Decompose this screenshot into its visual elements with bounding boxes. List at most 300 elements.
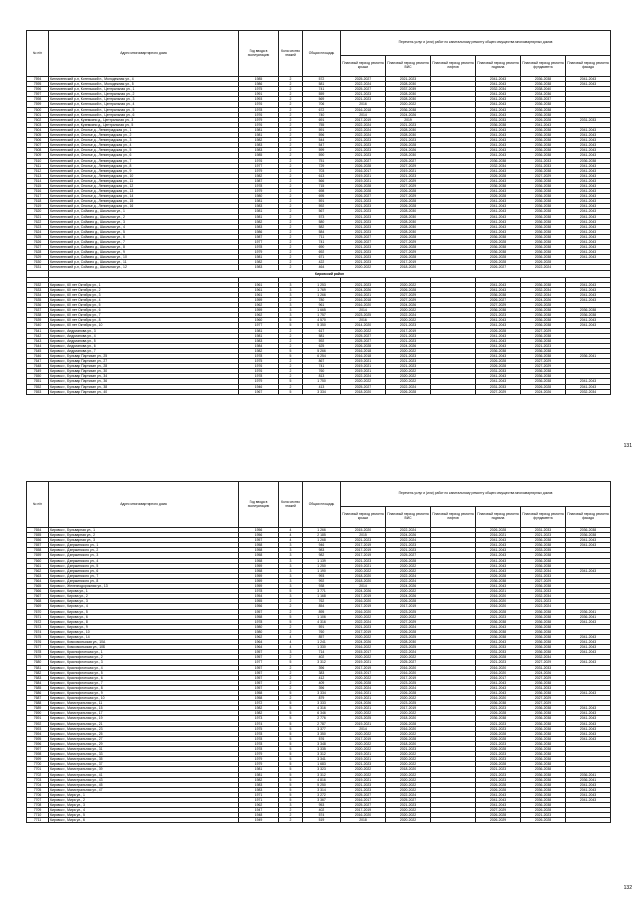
cell-b: 2036-2038: [476, 250, 521, 255]
cell-b: 2041-2043: [476, 178, 521, 183]
cell-y: 1973: [239, 716, 279, 721]
cell-u: 2020-2022: [386, 589, 431, 594]
cell-u: 2036-2038: [386, 107, 431, 112]
cell-y: 1964: [239, 640, 279, 645]
cell-n: 7697: [27, 747, 49, 752]
cell-fc: 2041-2043: [566, 660, 611, 665]
cell-addr: Кировск г., Мира ул., 4: [49, 808, 239, 813]
cell-u: 2027-2029: [386, 250, 431, 255]
cell-u: 2022-2024: [386, 528, 431, 533]
cell-u: 2021-2023: [386, 364, 431, 369]
cell-y: 1976: [239, 364, 279, 369]
cell-r: 2017-2019: [341, 808, 386, 813]
cell-a: 1 757: [303, 313, 341, 318]
cell-r: 2020-2022: [341, 634, 386, 639]
cell-u: 2028-2030: [386, 209, 431, 214]
cell-b: 2041-2043: [476, 374, 521, 379]
cell-fc: 2041-2043: [566, 538, 611, 543]
cell-y: 1957: [239, 538, 279, 543]
cell-y: 1979: [239, 168, 279, 173]
cell-addr: Кировск г., Железнодорожная ул., 13: [49, 584, 239, 589]
cell-y: 1978: [239, 747, 279, 752]
cell-fc: [566, 818, 611, 823]
cell-r: 2022-2024: [341, 122, 386, 127]
cell-n: 7599: [27, 102, 49, 107]
cell-a: 581: [303, 82, 341, 87]
cell-y: 1962: [239, 803, 279, 808]
cell-r: 2017-2019: [341, 629, 386, 634]
cell-a: 581: [303, 333, 341, 338]
cell-n: 7671: [27, 614, 49, 619]
cell-addr: Кингисеппский р-н, Сойкино д., Школьная ул., 10: [49, 255, 239, 260]
cell-r: 2019-2021: [341, 173, 386, 178]
cell-a: 574: [303, 813, 341, 818]
cell-n: 7688: [27, 701, 49, 706]
cell-a: 591: [303, 127, 341, 132]
cell-y: 1957: [239, 685, 279, 690]
cell-f: 2: [279, 670, 303, 675]
cell-a: 4 816: [303, 777, 341, 782]
cell-u: 2020-2022: [386, 308, 431, 313]
cell-a: 762: [303, 599, 341, 604]
cell-n: 7705: [27, 787, 49, 792]
cell-b: 2041-2043: [476, 82, 521, 87]
cell-addr: Кировск г., Краснофлотская ул., 2: [49, 655, 239, 660]
cell-r: 2019-2021: [341, 721, 386, 726]
cell-addr: Кировск г., Кирова ул., 6: [49, 614, 239, 619]
cell-fc: 2036-2041: [566, 353, 611, 358]
cell-u: 2018-2020: [386, 767, 431, 772]
cell-b: 2041-2043: [476, 127, 521, 132]
cell-y: 1977: [239, 163, 279, 168]
cell-fc: 2041-2043: [566, 178, 611, 183]
cell-a: 741: [303, 364, 341, 369]
cell-fc: 2041-2043: [566, 163, 611, 168]
cell-a: 3 312: [303, 752, 341, 757]
cell-a: 760: [303, 629, 341, 634]
cell-fd: 2024-2026: [521, 670, 566, 675]
cell-fc: 2041-2043: [566, 721, 611, 726]
cell-n: 7637: [27, 308, 49, 313]
cell-n: 7710: [27, 813, 49, 818]
cell-n: 7659: [27, 553, 49, 558]
cell-a: 946: [303, 543, 341, 548]
cell-y: 1961: [239, 287, 279, 292]
cell-addr: Кировск г., Дзержинского ул., 4: [49, 558, 239, 563]
cell-b: 2026-2028: [476, 260, 521, 265]
cell-addr: Кировск г., Магистральная ул., 37: [49, 762, 239, 767]
cell-y: 1949: [239, 818, 279, 823]
cell-y: 1981: [239, 767, 279, 772]
col-basement-header: Плановый период ремонта подвала: [476, 507, 521, 528]
cell-b: 2026-2028: [476, 573, 521, 578]
cell-a: 1 268: [303, 538, 341, 543]
cell-addr: Кировск г., Кирова ул., 5: [49, 609, 239, 614]
cell-fd: 2026-2028: [521, 384, 566, 389]
cell-f: 2: [279, 194, 303, 199]
cell-f: 2: [279, 138, 303, 143]
cell-y: 1978: [239, 245, 279, 250]
cell-a: 706: [303, 102, 341, 107]
cell-u: 2021-2023: [386, 77, 431, 82]
cell-n: 7701: [27, 767, 49, 772]
cell-u: 2025-2027: [386, 660, 431, 665]
cell-y: 1959: [239, 573, 279, 578]
cell-f: 2: [279, 624, 303, 629]
cell-n: 7690: [27, 711, 49, 716]
cell-a: 672: [303, 107, 341, 112]
cell-addr: Кировск г., Дзержинского ул., 6: [49, 568, 239, 573]
cell-y: 1981: [239, 328, 279, 333]
cell-y: 1982: [239, 138, 279, 143]
cell-r: 2020-2022: [341, 614, 386, 619]
cell-f: 2: [279, 359, 303, 364]
cell-addr: Кировск г., Андрианова ул., 6: [49, 343, 239, 348]
cell-r: 2020-2022: [341, 655, 386, 660]
cell-a: 580: [303, 219, 341, 224]
cell-fd: 2036-2038: [521, 640, 566, 645]
col-floors-header: Коли-чество этажей: [279, 31, 303, 77]
cell-addr: Кировск г., Краснофлотская ул., 5: [49, 670, 239, 675]
cell-u: 2028-2030: [386, 153, 431, 158]
cell-y: 1983: [239, 148, 279, 153]
cell-u: 2021-2023: [386, 548, 431, 553]
cell-b: 2032-2034: [476, 87, 521, 92]
cell-fc: 2041-2043: [566, 792, 611, 797]
cell-y: 1958: [239, 553, 279, 558]
cell-y: 1971: [239, 792, 279, 797]
cell-a: 3 335: [303, 747, 341, 752]
cell-fd: 2036-2038: [521, 229, 566, 234]
cell-r: 2021-2023: [341, 92, 386, 97]
col-facade-header: Плановый период ремонта фасада: [566, 507, 611, 528]
cell-fd: 2027-2029: [521, 701, 566, 706]
cell-r: 2016-2018: [341, 107, 386, 112]
cell-a: 613: [303, 173, 341, 178]
cell-n: 7611: [27, 163, 49, 168]
cell-f: 2: [279, 153, 303, 158]
cell-fd: 2036-2038: [521, 138, 566, 143]
cell-f: 5: [279, 721, 303, 726]
cell-a: 711: [303, 234, 341, 239]
cell-addr: Кировск г., Кирова ул., 10: [49, 629, 239, 634]
cell-f: 2: [279, 813, 303, 818]
cell-f: 2: [279, 199, 303, 204]
cell-y: 1979: [239, 117, 279, 122]
cell-r: 2017-2019: [341, 604, 386, 609]
cell-fc: 2041-2043: [566, 323, 611, 328]
cell-n: 7670: [27, 609, 49, 614]
cell-addr: Кингисеппский р-н, Ополье д., Ленинградская ул., 9: [49, 168, 239, 173]
cell-fd: 2041-2043: [521, 122, 566, 127]
cell-f: 3: [279, 548, 303, 553]
cell-r: 2016-2018: [341, 348, 386, 353]
cell-u: 2020-2022: [386, 777, 431, 782]
cell-addr: Кингисеппский р-н, Ополье д., Ленинградская ул., 5: [49, 148, 239, 153]
cell-addr: Кировск г., Комсомольская ул., 10А: [49, 640, 239, 645]
cell-f: 2: [279, 655, 303, 660]
cell-fd: 2036-2038: [521, 183, 566, 188]
cell-r: 2025-2027: [341, 87, 386, 92]
cell-addr: Кировск г., Магистральная ул., 15: [49, 706, 239, 711]
cell-fd: 2036-2038: [521, 240, 566, 245]
cell-f: 2: [279, 122, 303, 127]
cell-a: 422: [303, 260, 341, 265]
cell-f: 3: [279, 558, 303, 563]
cell-u: 2027-2029: [386, 297, 431, 302]
cell-n: 7621: [27, 214, 49, 219]
cell-r: 2026-2028: [341, 183, 386, 188]
cell-f: 2: [279, 143, 303, 148]
cell-f: 2: [279, 214, 303, 219]
cell-fc: 2041-2043: [566, 706, 611, 711]
cell-a: 1 241: [303, 640, 341, 645]
cell-a: 6 346: [303, 711, 341, 716]
cell-fd: 2036-2038: [521, 614, 566, 619]
cell-addr: Кингисеппский р-н, Сойкино д., Школьная ул., 2: [49, 214, 239, 219]
cell-b: 2021-2023: [476, 752, 521, 757]
cell-addr: Кировск г., Андрианова ул., 3: [49, 328, 239, 333]
cell-a: 559: [303, 92, 341, 97]
cell-r: 2020-2022: [341, 767, 386, 772]
cell-n: 7695: [27, 736, 49, 741]
cell-r: 2021-2023: [341, 143, 386, 148]
cell-r: 2021-2023: [341, 219, 386, 224]
cell-u: 2020-2022: [386, 787, 431, 792]
cell-f: 3: [279, 292, 303, 297]
cell-u: 2026-2028: [386, 389, 431, 394]
cell-r: 2014: [341, 584, 386, 589]
col-address-header: Адрес многоквартирного дома: [49, 31, 239, 77]
cell-f: 2: [279, 77, 303, 82]
cell-r: 2018-2020: [341, 389, 386, 394]
cell-f: 3: [279, 563, 303, 568]
cell-n: 7682: [27, 670, 49, 675]
cell-y: 1947: [239, 808, 279, 813]
cell-f: 4: [279, 533, 303, 538]
cell-fd: 2036-2038: [521, 102, 566, 107]
cell-a: 879: [303, 696, 341, 701]
cell-u: 2021-2023: [386, 803, 431, 808]
cell-fc: 2041-2043: [566, 787, 611, 792]
cell-y: 1978: [239, 353, 279, 358]
cell-y: 1982: [239, 711, 279, 716]
cell-a: 413: [303, 384, 341, 389]
cell-fd: 2033-2035: [521, 548, 566, 553]
col-lift-header: Плановый период ремонта лифтов: [431, 56, 476, 77]
cell-a: 2 787: [303, 721, 341, 726]
cell-addr: Кировск г., Магистральная ул., 47: [49, 787, 239, 792]
cell-u: 2018-2020: [386, 265, 431, 270]
cell-b: 2041-2043: [476, 148, 521, 153]
cell-addr: Кировск г., 60 лет Октября ул., 1: [49, 282, 239, 287]
cell-u: 2026-2028: [386, 721, 431, 726]
cell-n: 7657: [27, 543, 49, 548]
cell-fd: 2036-2038: [521, 767, 566, 772]
cell-u: 2020-2022: [386, 102, 431, 107]
cell-u: 2020-2022: [386, 614, 431, 619]
cell-b: 2021-2023: [476, 741, 521, 746]
col-num-header: № п/п: [27, 482, 49, 528]
cell-u: 2023-2025: [386, 680, 431, 685]
cell-fd: 2036-2038: [521, 782, 566, 787]
cell-b: 2041-2043: [476, 138, 521, 143]
cell-addr: Кировск г., Магистральная ул., 19: [49, 716, 239, 721]
cell-b: 2031-2033: [476, 117, 521, 122]
cell-r: 2020-2022: [341, 328, 386, 333]
cell-a: 582: [303, 224, 341, 229]
cell-fc: 2041-2043: [566, 716, 611, 721]
cell-fd: 2024-2026: [521, 297, 566, 302]
cell-addr: Кингисеппский р-н, Ополье д., Ленинградская ул., 6: [49, 153, 239, 158]
cell-y: 1978: [239, 736, 279, 741]
cell-r: 2021-2023: [341, 97, 386, 102]
cell-a: 741: [303, 240, 341, 245]
cell-fd: 2036-2038: [521, 721, 566, 726]
cell-f: 5: [279, 741, 303, 746]
cell-y: 1972: [239, 701, 279, 706]
cell-a: 695: [303, 194, 341, 199]
cell-fd: 2036-2038: [521, 609, 566, 614]
cell-u: 2021-2023: [386, 122, 431, 127]
cell-u: 2020-2022: [386, 711, 431, 716]
cell-fd: 2027-2029: [521, 328, 566, 333]
cell-n: 7642: [27, 333, 49, 338]
cell-a: 1 665: [303, 308, 341, 313]
cell-r: 2019-2021: [341, 178, 386, 183]
cell-u: 2022-2024: [386, 792, 431, 797]
cell-fd: 2036-2038: [521, 353, 566, 358]
cell-y: 1978: [239, 589, 279, 594]
cell-f: 2: [279, 92, 303, 97]
cell-n: 7680: [27, 660, 49, 665]
cell-y: 1976: [239, 122, 279, 127]
cell-fc: 2041-2043: [566, 229, 611, 234]
cell-a: 3 312: [303, 660, 341, 665]
cell-y: 1946: [239, 384, 279, 389]
cell-r: 2022-2024: [341, 374, 386, 379]
cell-y: 1954: [239, 594, 279, 599]
cell-f: 4: [279, 645, 303, 650]
document-page-1: [0, 0, 640, 450]
cell-f: 2: [279, 117, 303, 122]
cell-f: 2: [279, 675, 303, 680]
cell-b: 2041-2043: [476, 584, 521, 589]
cell-b: 2036-2038: [476, 292, 521, 297]
cell-b: 2026-2028: [476, 194, 521, 199]
cell-u: 2020-2022: [386, 808, 431, 813]
cell-addr: Кингисеппский р-н, Куземкино д., Центральная ул., 3: [49, 117, 239, 122]
cell-u: 2021-2023: [386, 747, 431, 752]
cell-addr: Кингисеппский р-н, Сойкино д., Школьная ул., 7: [49, 240, 239, 245]
cell-a: 983: [303, 548, 341, 553]
cell-u: 2020-2022: [386, 762, 431, 767]
cell-b: 2026-2028: [476, 328, 521, 333]
cell-addr: Кировск г., 60 лет Октября ул., 2: [49, 287, 239, 292]
cell-u: 2020-2022: [386, 655, 431, 660]
cell-n: 7601: [27, 112, 49, 117]
cell-n: 7622: [27, 219, 49, 224]
cell-b: 2026-2028: [476, 711, 521, 716]
cell-fd: 2036-2038: [521, 333, 566, 338]
cell-n: 7624: [27, 229, 49, 234]
cell-a: 691: [303, 117, 341, 122]
cell-y: 1977: [239, 323, 279, 328]
cell-f: 3: [279, 568, 303, 573]
cell-n: 7707: [27, 797, 49, 802]
cell-r: 2021-2023: [341, 558, 386, 563]
cell-fd: 2036-2038: [521, 650, 566, 655]
cell-b: 2026-2028: [476, 359, 521, 364]
cell-b: 2041-2043: [476, 797, 521, 802]
cell-addr: Кировск г., 60 лет Октября ул., 6: [49, 308, 239, 313]
cell-fd: 2036-2038: [521, 338, 566, 343]
cell-r: 2024-2026: [341, 640, 386, 645]
cell-fd: 2036-2038: [521, 624, 566, 629]
cell-u: 2020-2022: [386, 369, 431, 374]
cell-r: 2023-2025: [341, 716, 386, 721]
cell-r: 2014: [341, 112, 386, 117]
cell-y: 1956: [239, 528, 279, 533]
cell-b: 2026-2028: [476, 747, 521, 752]
cell-u: 2021-2023: [386, 338, 431, 343]
cell-fd: 2036-2038: [521, 716, 566, 721]
cell-fc: 2041-2043: [566, 199, 611, 204]
cell-a: 1 190: [303, 568, 341, 573]
cell-addr: Кингисеппский р-н, Сойкино д., Школьная ул., 6: [49, 234, 239, 239]
cell-a: 715: [303, 183, 341, 188]
cell-y: 1960: [239, 318, 279, 323]
cell-a: 3 348: [303, 741, 341, 746]
cell-n: 7677: [27, 645, 49, 650]
cell-f: 4: [279, 538, 303, 543]
cell-fd: 2021-2023: [521, 813, 566, 818]
cell-a: 1 168: [303, 594, 341, 599]
cell-addr: Кингисеппский р-н, Котельский п., Центральная ул., 2: [49, 92, 239, 97]
cell-fc: 2041-2043: [566, 691, 611, 696]
cell-n: 7672: [27, 619, 49, 624]
cell-r: 2017-2019: [341, 117, 386, 122]
cell-r: 2026-2028: [341, 680, 386, 685]
cell-fd: 2036-2038: [521, 772, 566, 777]
cell-addr: Кировск г., 60 лет Октября ул., 10: [49, 323, 239, 328]
cell-n: 7597: [27, 92, 49, 97]
cell-n: 7626: [27, 240, 49, 245]
cell-n: 7625: [27, 234, 49, 239]
cell-f: 5: [279, 762, 303, 767]
cell-a: 584: [303, 229, 341, 234]
cell-u: 2020-2022: [386, 568, 431, 573]
cell-f: 4: [279, 640, 303, 645]
cell-a: 409: [303, 680, 341, 685]
cell-u: 2026-2028: [386, 287, 431, 292]
cell-f: 5: [279, 348, 303, 353]
cell-b: 2041-2043: [476, 343, 521, 348]
cell-b: 2031-2033: [476, 384, 521, 389]
cell-n: 7646: [27, 353, 49, 358]
cell-r: 2020-2022: [341, 711, 386, 716]
col-utilities-header: Плановый период ремонта ВИС: [386, 507, 431, 528]
cell-u: 2028-2030: [386, 127, 431, 132]
cell-n: 7696: [27, 741, 49, 746]
cell-addr: Кировск г., Бульварная ул., 2: [49, 533, 239, 538]
cell-b: 2016-2021: [476, 589, 521, 594]
cell-a: 566: [303, 178, 341, 183]
cell-y: 1979: [239, 757, 279, 762]
cell-b: 2041-2043: [476, 133, 521, 138]
cell-addr: Кировск г., Кирова ул., 9: [49, 624, 239, 629]
cell-b: 2041-2043: [476, 168, 521, 173]
